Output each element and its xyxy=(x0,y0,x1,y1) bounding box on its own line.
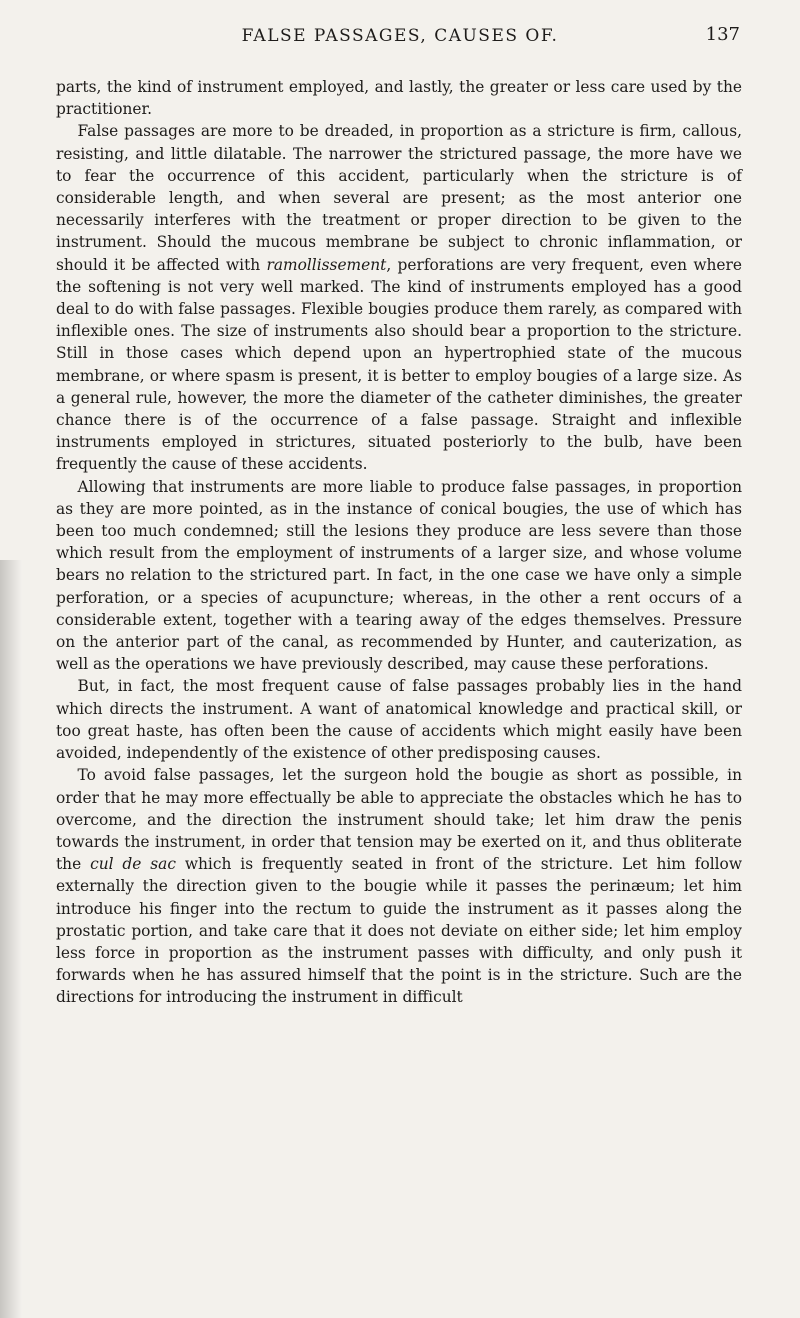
paragraph-text: which is frequently seated in front of the stricture. Let him follow externally the direction given to the bougie while it passes the perinæum; let him introduce his finger into the rectum to guide the instrument as it passes along the prostatic portion, and take care that it does not deviate on either side; let him employ less force in proportion as the instrument passes with difficulty, and only push it forwards when he has assured himself that the point is in the stricture. Such are the directions for introducing the instrument in difficult xyxy=(56,855,742,1007)
running-head xyxy=(60,22,740,52)
paragraph-text: To avoid false passages, let the surgeon hold the bougie as short as possible, in order that he may more effectually be able to appreciate the obstacles which he has to overcome, and the direction the instrument should take; let him draw the penis towards the instrument, in order that tension may be exerted on it, and thus obliterate the xyxy=(56,766,742,874)
paragraph-text: parts, the kind of instrument employed, and lastly, the greater or less care used by the practitioner. xyxy=(56,78,742,119)
paragraph-text: , perforations are very frequent, even where the softening is not very well marked. The kind of instruments employed has a good deal to do with false passages. Flexible bougies produce them rarely, as compared with inflexible ones. The size of instruments also should bear a proportion to the stricture. Still in those cases which depend upon an hypertrophied state of the mucous membrane, or where spasm is present, it is better to employ bougies of a large size. As a general rule, however, the more the diameter of the catheter diminishes, the greater chance there is of the occurrence of a false passage. Straight and inflexible instruments employed in strictures, situated posteriorly to the bulb, have been frequently the cause of these accidents. xyxy=(56,255,743,474)
paragraph-text: Allowing that instruments are more liable to produce false passages, in proportion as they are more pointed, as in the instance of conical bougies, the use of which has been too much condemned; still the lesions they produce are less severe than those which result from the employment of instruments of a larger size, and whose volume bears no relation to the strictured part. In fact, in the one case we have only a simple perforation, or a species of acupuncture; whereas, in the other a rent occurs of a considerable extent, together with a tearing away of the edges themselves. Pressure on the anterior part of the canal, as recommended by Hunter, and cauterization, as well as the operations we have previously described, may cause these perforations. xyxy=(56,477,742,674)
running-title: FALSE PASSAGES, CAUSES OF. xyxy=(241,26,559,46)
paragraph xyxy=(56,476,742,676)
page-number: 137 xyxy=(705,24,740,45)
italic-term: ramollissement xyxy=(266,255,387,274)
paragraph xyxy=(56,120,742,475)
paragraph-text: False passages are more to be dreaded, in proportion as a stricture is firm, callous, resisting, and little dilatable. The narrower the strictured passage, the more have we to fear the occurrence of this accident, particularly when the stricture is of considerable length, and when several are present; as the most anterior one necessarily interferes with the treatment or proper direction to be given to the instrument. Should the mucous membrane be subject to chronic inflammation, or should it be affected with xyxy=(56,122,742,274)
body-text xyxy=(56,76,742,1009)
italic-term: cul de sac xyxy=(90,855,176,874)
page-gutter-shadow xyxy=(0,560,22,1318)
paragraph xyxy=(56,764,742,1008)
paragraph xyxy=(56,76,742,120)
paragraph-text: But, in fact, the most frequent cause of false passages probably lies in the hand which directs the instrument. A want of anatomical knowledge and practical skill, or too great haste, has often been the cause of accidents which might easily have been avoided, independently of the existence of other predisposing causes. xyxy=(56,677,742,763)
paragraph xyxy=(56,675,742,764)
